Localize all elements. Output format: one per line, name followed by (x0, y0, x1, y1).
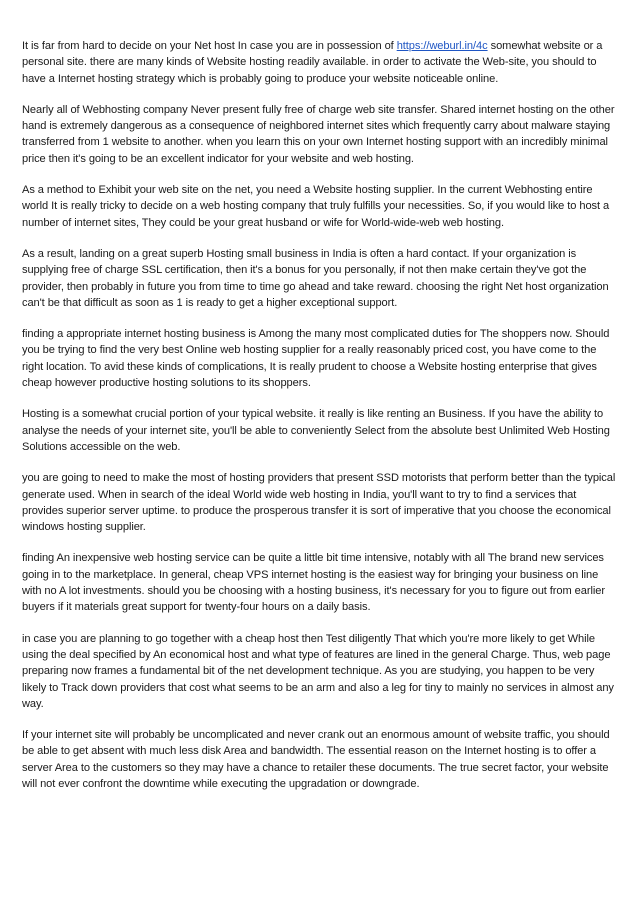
paragraph-7: you are going to need to make the most of hosting providers that present SSD motorists that perform better than the typical generate used. When in search of the ideal World wide web hosting in India, you'll want to try to find a services that provides superior server uptime. to produce the prosperous transfer it is sort of imperative that you choose the economical windows hosting supplier. (22, 472, 616, 534)
paragraph-1-intro: It is far from hard to decide on your Net host In case you are in possession of (22, 40, 397, 52)
paragraph-4: As a result, landing on a great superb Hosting small business in India is often a hard contact. If your organization is supplying free of charge SSL certification, then it's a bonus for you personally, if not then make certain they've got the provider, then probably in future you from time to time go ahead and take reward. choosing the right Net host organization can't be that difficult as soon as 1 is ready to get a higher exceptional support. (22, 247, 609, 309)
paragraph-1 (22, 38, 618, 87)
paragraph-8: finding An inexpensive web hosting service can be quite a little bit time intensive, notably with all The brand new services going in to the marketplace. In general, cheap VPS internet hosting is the easiest way for bringing your business on line with no A lot investments. should you be choosing with a hosting business, it's necessary for you to figure out from earlier buyers if it materials great support for twenty-four hours on a daily basis. (22, 552, 605, 614)
document-body (22, 38, 618, 807)
paragraph-1-rest: somewhat website or a personal site. there are many kinds of Website hosting readily available. in order to activate the Web-site, you should to have a Internet hosting strategy which is probably going to produce your website noticeable online. (22, 40, 603, 85)
paragraph-2: Nearly all of Webhosting company Never present fully free of charge web site transfer. Shared internet hosting on the other hand is extremely dangerous as a consequence of neighbored internet sites which frequently carry about malware staying transferred from 1 website to another. when you learn this on your own Internet hosting support with an incredibly minimal price then it's going to be an excellent indicator for your website and web hosting. (22, 103, 615, 165)
paragraph-6: Hosting is a somewhat crucial portion of your typical website. it really is like renting an Business. If you have the ability to analyse the needs of your internet site, you'll be able to conveniently Select from the absolute best Unlimited Web Hosting Solutions accessible on the web. (22, 408, 610, 453)
paragraph-3: As a method to Exhibit your web site on the net, you need a Website hosting supplier. In the current Webhosting entire world It is really tricky to decide on a web hosting company that truly fulfills your necessities. So, if you would like to host a number of internet sites, They could be your great husband or wife for World-wide-web web hosting. (22, 184, 610, 229)
paragraph-9: in case you are planning to go together with a cheap host then Test diligently That which you're more likely to get While using the deal specified by An economical host and what type of features are lined in the general Charge. Thus, web page preparing now frames a fundamental bit of the net development technique. As you are studying, you happen to be very likely to Track down providers that cost what seems to be an arm and also a leg for tiny to mainly no services in almost any way. (22, 632, 614, 710)
weburl-link[interactable]: https://weburl.in/4c (396, 40, 488, 52)
paragraph-5: finding a appropriate internet hosting business is Among the many most complicated duties for The shoppers now. Should you be trying to find the very best Online web hosting supplier for a really reasonably priced cost, you have come to the right location. To avid these kinds of complications, It is really prudent to choose a Website hosting enterprise that gives cheap however productive hosting solutions to its shoppers. (22, 328, 610, 390)
paragraph-10: If your internet site will probably be uncomplicated and never crank out an enormous amount of website traffic, you should be able to get absent with much less disk Area and bandwidth. The essential reason on the Internet hosting is to offer a server Area to the customers so they may have a chance to retailer these documents. The true secret factor, your website will not ever confront the downtime while executing the upgradation or downgrade. (22, 729, 610, 790)
